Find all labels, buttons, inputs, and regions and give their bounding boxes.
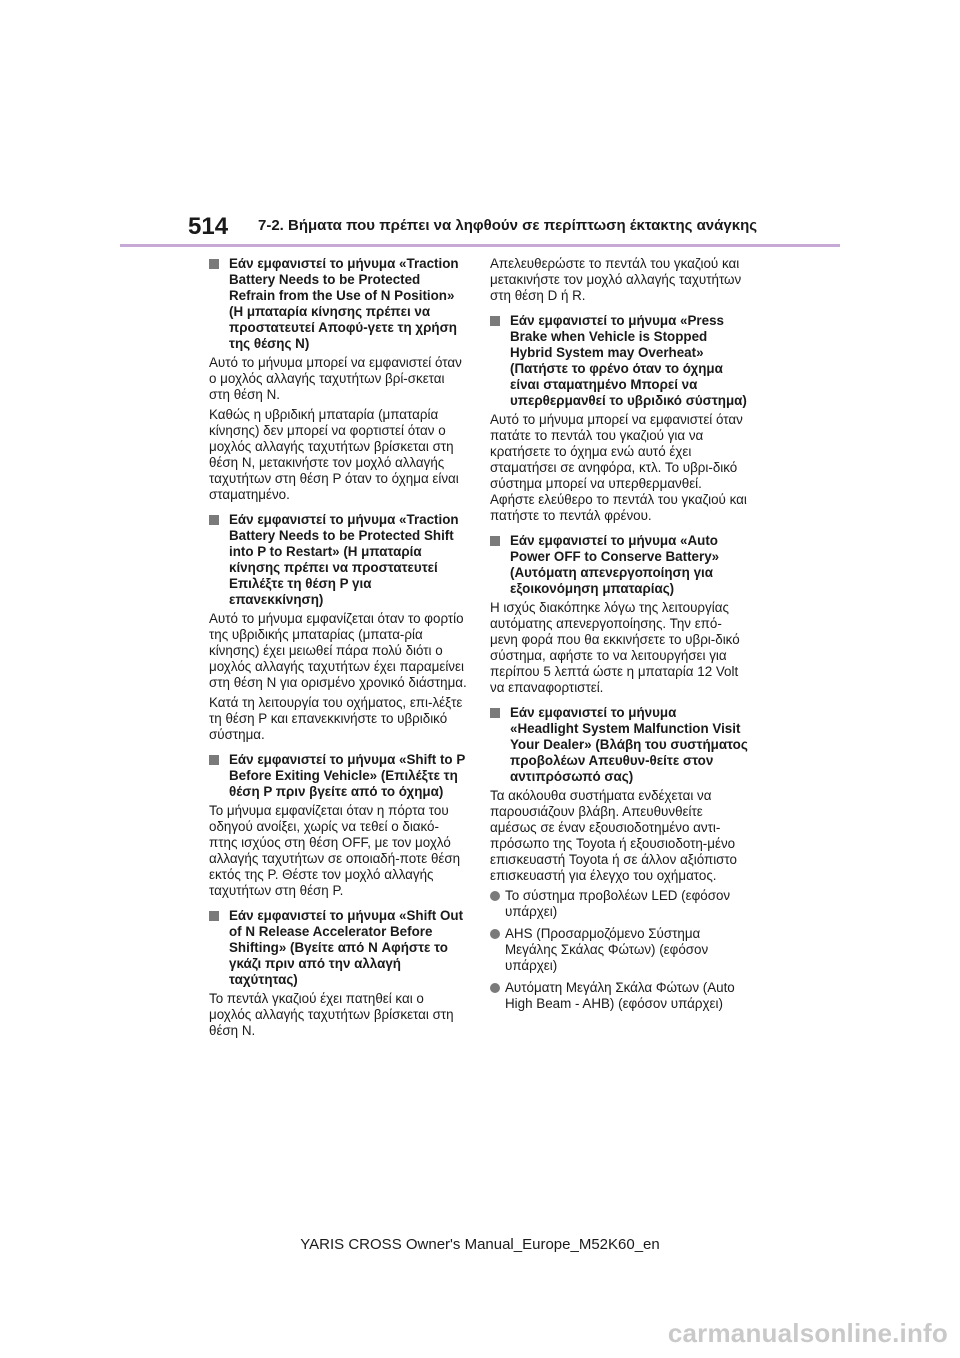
body-paragraph: Τα ακόλουθα συστήματα ενδέχεται να παρουσιάζουν βλάβη. Απευθυνθείτε αμέσως σε έναν εξουσιοδοτημένο αντι-πρόσωπο της Toyota ή εξουσιοδοτη-μένο επισκευαστή Toyota ή σε άλλον αξιόπιστο επισκευαστή για έλεγχο του οχήματος.	[490, 788, 737, 883]
section-heading: Εάν εμφανιστεί το μήνυμα «Shift Out of N Release Accelerator Before Shifting» (Βγείτε από N Αφήστε το γκάζι πριν από την αλλαγή ταχύτητας)	[209, 908, 467, 988]
body-paragraph: Η ισχύς διακόπηκε λόγω της λειτουργίας αυτόματης απενεργοποίησης. Την επό-μενη φορά που θα εκκινήσετε το υβρι-δικό σύστημα, αφήστε το να λειτουργήσει για περίπου 5 λεπτά ώστε η μπαταρία 12 Volt να επαναφορτιστεί.	[490, 600, 740, 695]
body-paragraph: Απελευθερώστε το πεντάλ του γκαζιού και μετακινήστε τον μοχλό αλλαγής ταχυτήτων στη θέση D ή R.	[490, 256, 742, 303]
left-column	[209, 256, 467, 1048]
list-item: Αυτόματη Μεγάλη Σκάλα Φώτων (Auto High Beam - AHB) (εφόσον υπάρχει)	[490, 980, 748, 1012]
header-divider	[120, 244, 840, 247]
body-paragraph: Το πεντάλ γκαζιού έχει πατηθεί και ο μοχλός αλλαγής ταχυτήτων βρίσκεται στη θέση N.	[209, 991, 454, 1038]
body-paragraph: Αυτό το μήνυμα μπορεί να εμφανιστεί όταν πατάτε το πεντάλ του γκαζιού για να κρατήσετε το όχημα ενώ αυτό έχει σταματήσει σε ανηφόρα, κτλ. Το υβρι-δικό σύστημα μπορεί να υπερθερμανθεί. Αφήστε ελεύθερο το πεντάλ του γκαζιού και πατήστε το πεντάλ φρένου.	[490, 412, 747, 523]
body-paragraph: Αυτό το μήνυμα μπορεί να εμφανιστεί όταν ο μοχλός αλλαγής ταχυτήτων βρί-σκεται στη θέση N.	[209, 355, 462, 402]
section-heading: Εάν εμφανιστεί το μήνυμα «Shift to P Before Exiting Vehicle» (Επιλέξτε τη θέση P πριν βγείτε από το όχημα)	[209, 752, 467, 800]
message-section	[490, 533, 748, 696]
page-number: 514	[188, 213, 229, 240]
square-bullet-icon	[209, 755, 219, 765]
message-section	[209, 256, 467, 503]
continued-text	[490, 256, 748, 304]
section-heading: Εάν εμφανιστεί το μήνυμα «Headlight System Malfunction Visit Your Dealer» (Βλάβη του συστήματος προβολέων Απευθυν-θείτε στον αντιπρόσωπό σας)	[490, 705, 748, 785]
square-bullet-icon	[209, 515, 219, 525]
square-bullet-icon	[209, 911, 219, 921]
square-bullet-icon	[490, 316, 500, 326]
watermark-logo: carmanualsonline.info	[667, 1318, 948, 1348]
message-section	[209, 512, 467, 743]
list-item: Το σύστημα προβολέων LED (εφόσον υπάρχει)	[490, 888, 748, 920]
manual-footer: YARIS CROSS Owner's Manual_Europe_M52K60_en	[300, 1236, 660, 1253]
section-heading: Εάν εμφανιστεί το μήνυμα «Traction Battery Needs to be Protected Refrain from the Use of N Position» (Η μπαταρία κίνησης πρέπει να προστατευτεί Αποφύ-γετε τη χρήση της θέσης N)	[209, 256, 467, 352]
page-header	[0, 0, 960, 280]
message-section	[490, 313, 748, 524]
body-paragraph: Κατά τη λειτουργία του οχήματος, επι-λέξτε τη θέση P και επανεκκινήστε το υβριδικό σύστημα.	[209, 695, 463, 742]
circle-bullet-icon	[490, 929, 500, 939]
message-section	[490, 705, 748, 1012]
square-bullet-icon	[490, 536, 500, 546]
circle-bullet-icon	[490, 891, 500, 901]
section-heading: Εάν εμφανιστεί το μήνυμα «Traction Battery Needs to be Protected Shift into P to Restart» (Η μπαταρία κίνησης πρέπει να προστατευτεί Επιλέξτε τη θέση P για επανεκκίνηση)	[209, 512, 467, 608]
circle-bullet-icon	[490, 983, 500, 993]
body-paragraph: Το μήνυμα εμφανίζεται όταν η πόρτα του οδηγού ανοίξει, χωρίς να τεθεί ο διακό-πτης ισχύος στη θέση OFF, με τον μοχλό αλλαγής ταχυτήτων σε οποιαδή-ποτε θέση εκτός της P. Θέστε τον μοχλό αλλαγής ταχυτήτων στη θέση P.	[209, 803, 461, 898]
body-paragraph: Αυτό το μήνυμα εμφανίζεται όταν το φορτίο της υβριδικής μπαταρίας (μπατα-ρία κίνησης) έχει μειωθεί πάρα πολύ διότι ο μοχλός αλλαγής ταχυτήτων έχει παραμείνει στη θέση N για ορισμένο χρονικό διάστημα.	[209, 611, 467, 690]
square-bullet-icon	[209, 259, 219, 269]
message-section	[209, 908, 467, 1039]
body-paragraph: Καθώς η υβριδική μπαταρία (μπαταρία κίνησης) δεν μπορεί να φορτιστεί όταν ο μοχλός αλλαγής ταχυτήτων βρίσκεται στη θέση N, μετακινήστε τον μοχλό αλλαγής ταχυτήτων στη θέση P όταν το όχημα είναι σταματημένο.	[209, 407, 459, 502]
square-bullet-icon	[490, 708, 500, 718]
section-heading: Εάν εμφανιστεί το μήνυμα «Press Brake when Vehicle is Stopped Hybrid System may Overheat» (Πατήστε το φρένο όταν το όχημα είναι σταματημένο Μπορεί να υπερθερμανθεί το υβριδικό σύστημα)	[490, 313, 748, 409]
list-item: AHS (Προσαρμοζόμενο Σύστημα Μεγάλης Σκάλας Φώτων) (εφόσον υπάρχει)	[490, 926, 748, 974]
section-title: 7-2. Βήματα που πρέπει να ληφθούν σε περίπτωση έκτακτης ανάγκης	[258, 217, 758, 234]
section-heading: Εάν εμφανιστεί το μήνυμα «Auto Power OFF to Conserve Battery» (Αυτόματη απενεργοποίηση για εξοικονόμηση μπαταρίας)	[490, 533, 748, 597]
right-column	[490, 256, 748, 1021]
message-section	[209, 752, 467, 899]
